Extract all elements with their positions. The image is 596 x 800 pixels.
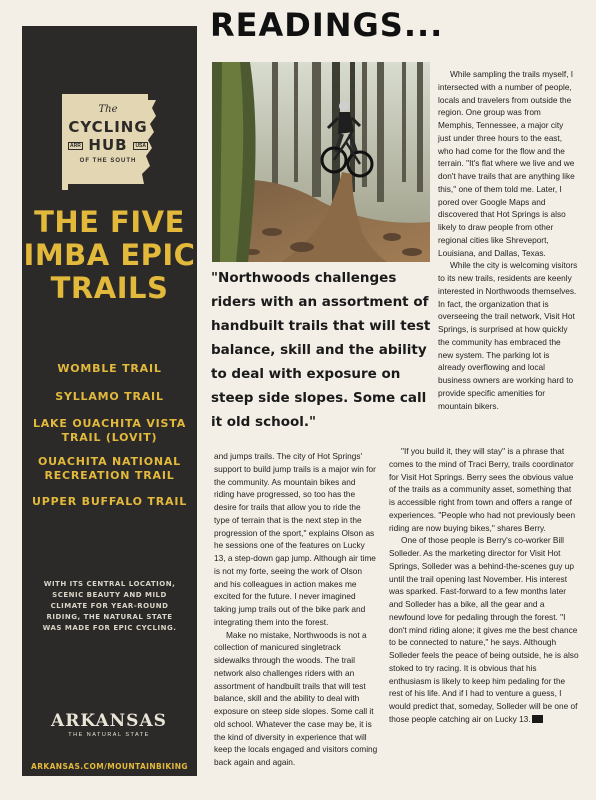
trail-womble: WOMBLE TRAIL [57,362,162,375]
page-title: READINGS... [210,6,444,44]
trail-lovit: LAKE OUACHITA VISTA TRAIL (LOVIT) [32,417,187,444]
article-column-middle [389,445,579,726]
article-column-left [214,450,378,769]
trail-list [22,362,197,509]
arkansas-logo-name: ARKANSAS [51,711,167,731]
five-epic-trails-title [22,206,197,305]
cycling-hub-badge [56,90,160,200]
article-paragraph-text: One of those people is Berry's co-worker Bill Solleder. As the marketing director for Visit Hot Springs, Solleder was a behind-the-scenes guy up until the trail opening last November. His interest was sparked. Fast-forward to a few months later and Solleder has a bike, all the gear and a newfound love for pedaling through the forest. "I don't mind riding alone; it gives me the best chance to be connected to nature," he says. Although Solleder feels the peace of being outside, he is also stoked to try racing. It is obvious that his enthusiasm is likely to keep him pedaling for the rest of his life. And if I had to venture a guess, I would predict that, someday, Solleder will be one of those people catching air on Lucky 13. [389,535,579,724]
title-line-2: IMBA EPIC [23,238,196,272]
mountain-biker-photo [212,62,430,262]
ad-blurb: WITH ITS CENTRAL LOCATION, SCENIC BEAUTY AND MILD CLIMATE FOR YEAR-ROUND RIDING, THE NATURAL STATE WAS MADE FOR EPIC CYCLING. [42,580,177,632]
badge-cycling: CYCLING [68,118,148,136]
badge-the: The [98,104,118,115]
article-paragraph: and jumps trails. The city of Hot Springs' support to build jump trails is a major win for the community. As mountain bikes and riding have progressed, so too has the desire for trails that allow you to ride the type of terrain that is the next step in the progression of the sport," explains Olson as he sessions one of the features on Lucky 13, a step-down gap jump. Although air time is not my forte, seeing the work of Olson and his colleagues in action makes me excited for the future. I never imagined taking jump trails out of the bike park and integrating them into the forest. [214,451,376,627]
badge-of-the-south: OF THE SOUTH [79,158,137,164]
arkansas-logo [42,711,176,743]
article-paragraph: While sampling the trails myself, I intersected with a number of people, locals and travelers from outside the region. One group was from Memphis, Tennessee, a major city just under three hours to the east, who had come for the flow and the terrain. "It's flat where we live and we don't have trails that are anything like this," one of them told me. Later, I pored over Google Maps and discovered that Hot Springs is also likely to draw people from other regional cities like Shreveport, Louisiana, and Dallas, Texas. [438,69,575,258]
article-paragraph: While the city is welcoming visitors to its new trails, residents are keenly interested in Northwoods themselves. In fact, the organization that is overseeing the trail network, Visit Hot Springs, is surprised at how quickly the community has embraced the new system. The parking lot is already overflowing and local business owners are working hard to provide specific amenities for mountain bikers. [438,260,578,411]
badge-usa: USA [135,143,146,149]
pull-quote: "Northwoods challenges riders with an assortment of handbuilt trails that will test balance, skill and the ability to deal with exposure on steep side slopes. Some call it old school." [211,270,431,430]
trail-ouachita-national: OUACHITA NATIONAL RECREATION TRAIL [38,455,181,482]
article-paragraph [389,534,579,725]
arkansas-url-link[interactable]: ARKANSAS.COM/MOUNTAINBIKING [31,762,188,771]
trail-upper-buffalo: UPPER BUFFALO TRAIL [31,495,188,508]
trail-syllamo: SYLLAMO TRAIL [55,390,164,403]
title-line-1: THE FIVE [34,205,185,239]
article-column-right [438,68,578,412]
article-paragraph: "If you build it, they will stay" is a phrase that comes to the mind of Traci Berry, trails coordinator for Visit Hot Springs. Berry sees the obvious value of the trails as a community asset, something that is accessible right from town and offers a range of experiences. "People who had not previously been riding are now buying bikes," shares Berry. [389,446,576,533]
end-of-article-icon [532,715,543,723]
article-paragraph: Make no mistake, Northwoods is not a collection of manicured singletrack sidewalks through the woods. The trail network also challenges riders with an assortment of handbuilt trails that will test balance, skill and the ability to deal with exposure on steep side slopes. Some call it old school. Whatever the case may be, it is the kind of diversity in experience that will keep the locals engaged and visitors coming back again and again. [214,629,378,767]
arkansas-logo-tagline: THE NATURAL STATE [68,732,150,738]
badge-arr: ARR [70,143,81,149]
title-line-3: TRAILS [50,271,169,305]
badge-hub: HUB [88,136,128,154]
arkansas-advertisement [22,26,197,776]
